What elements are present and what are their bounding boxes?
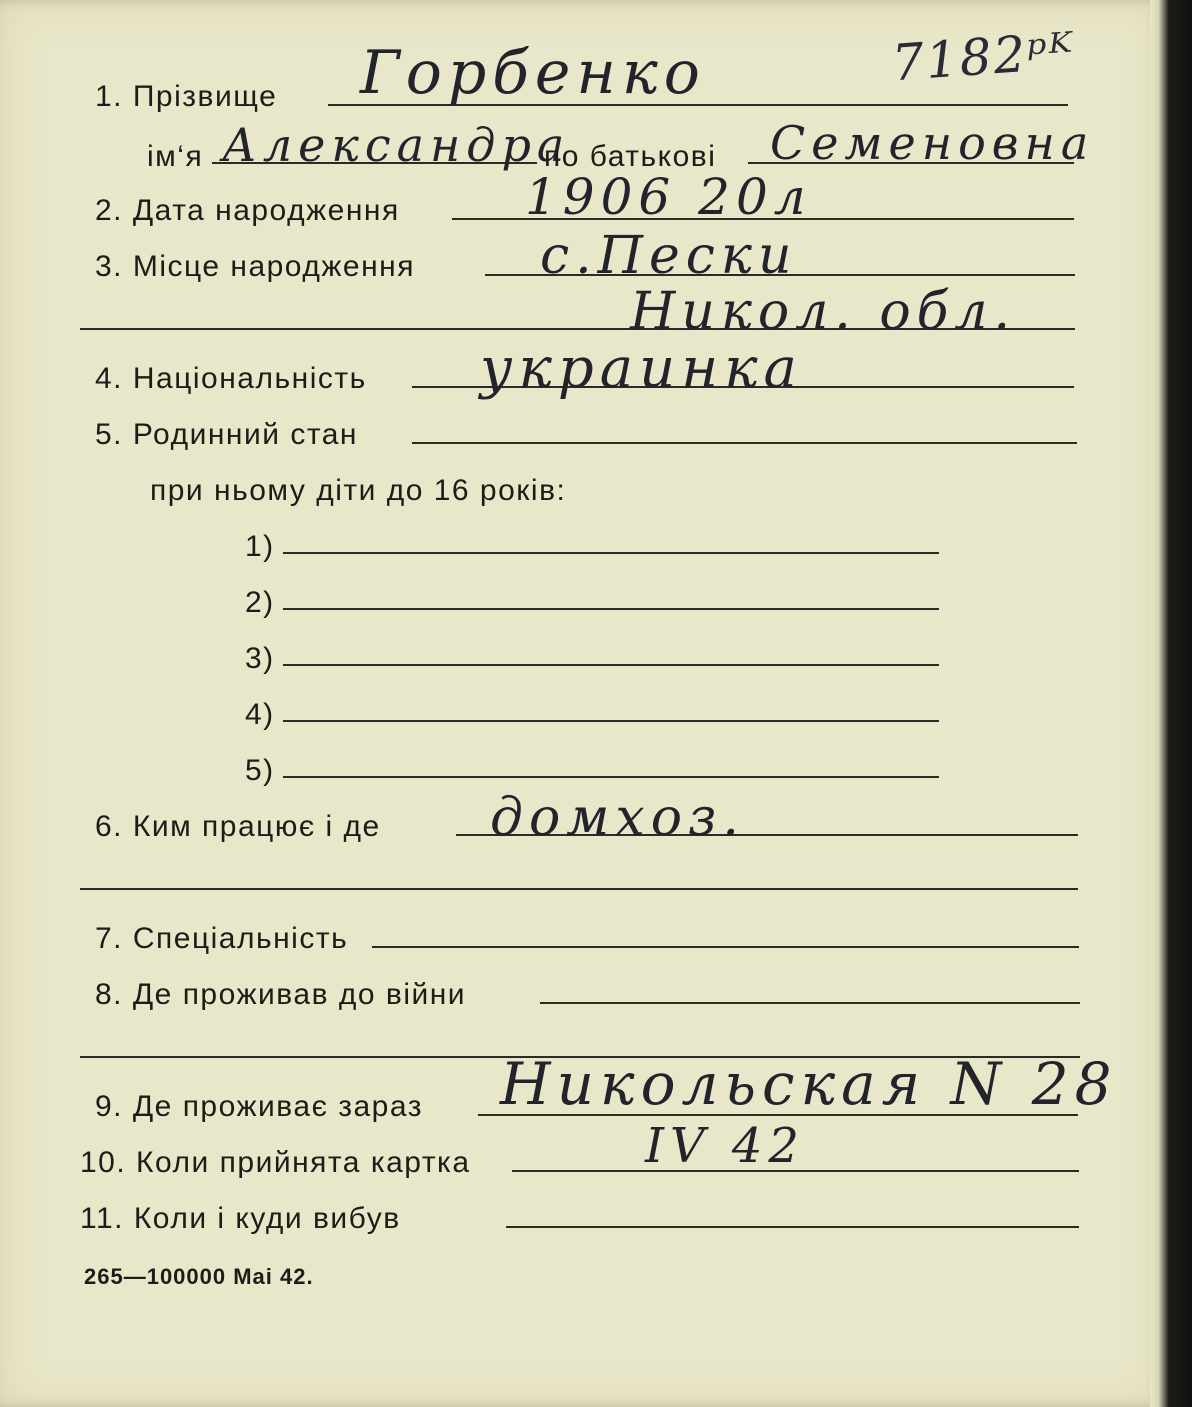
label-nationality: 4. Національність [95,362,367,395]
label-prewar-residence: 8. Де проживав до війни [95,978,467,1011]
label-family-status: 5. Родинний стан [95,418,358,451]
hw-card-date: IV 42 [645,1118,805,1174]
label-child-1: 1) [245,530,275,563]
label-child-3: 3) [245,642,275,675]
label-child-2: 2) [245,586,275,619]
hw-birth-date: 1906 20л [525,168,812,226]
line-work-2 [80,888,1078,890]
line-child-3 [283,664,939,666]
line-prewar-residence [540,1002,1080,1004]
label-work: 6. Ким працює і де [95,810,381,843]
label-speciality: 7. Спеціальність [95,922,349,955]
hw-surname: Горбенко [360,38,706,108]
line-child-2 [283,608,939,610]
line-family-status [412,442,1077,444]
label-surname: 1. Прізвище [95,80,278,113]
label-current-residence: 9. Де проживає зараз [95,1090,423,1123]
hw-patronymic: Семеновна [770,116,1095,170]
label-birth-date: 2. Дата народження [95,194,400,227]
label-child-5: 5) [245,754,275,787]
line-child-4 [283,720,939,722]
label-children-header: при ньому діти до 16 років: [150,474,567,507]
label-departure: 11. Коли і куди вибув [80,1202,401,1235]
label-card-date: 10. Коли прийнята картка [80,1146,471,1179]
hw-current-residence: Никольская N 28 [500,1050,1118,1118]
label-birthplace: 3. Місце народження [95,250,415,283]
background-edge [1150,0,1192,1407]
hw-name: Александра [222,118,571,172]
label-patronymic: по батькові [544,140,717,173]
hw-nationality: украинка [480,336,803,401]
line-child-5 [283,776,939,778]
label-child-4: 4) [245,698,275,731]
hw-birthplace-2: Никол. обл. [630,282,1017,342]
line-departure [506,1226,1079,1228]
hw-work: домхоз. [490,788,745,848]
hw-birthplace-1: с.Пески [540,226,798,286]
line-child-1 [283,552,939,554]
archive-number: 7182ᵖᴷ [890,21,1077,93]
print-run-footer: 265—100000 Mai 42. [84,1264,314,1289]
line-speciality [372,946,1079,948]
label-name: ім‘я [147,140,204,173]
